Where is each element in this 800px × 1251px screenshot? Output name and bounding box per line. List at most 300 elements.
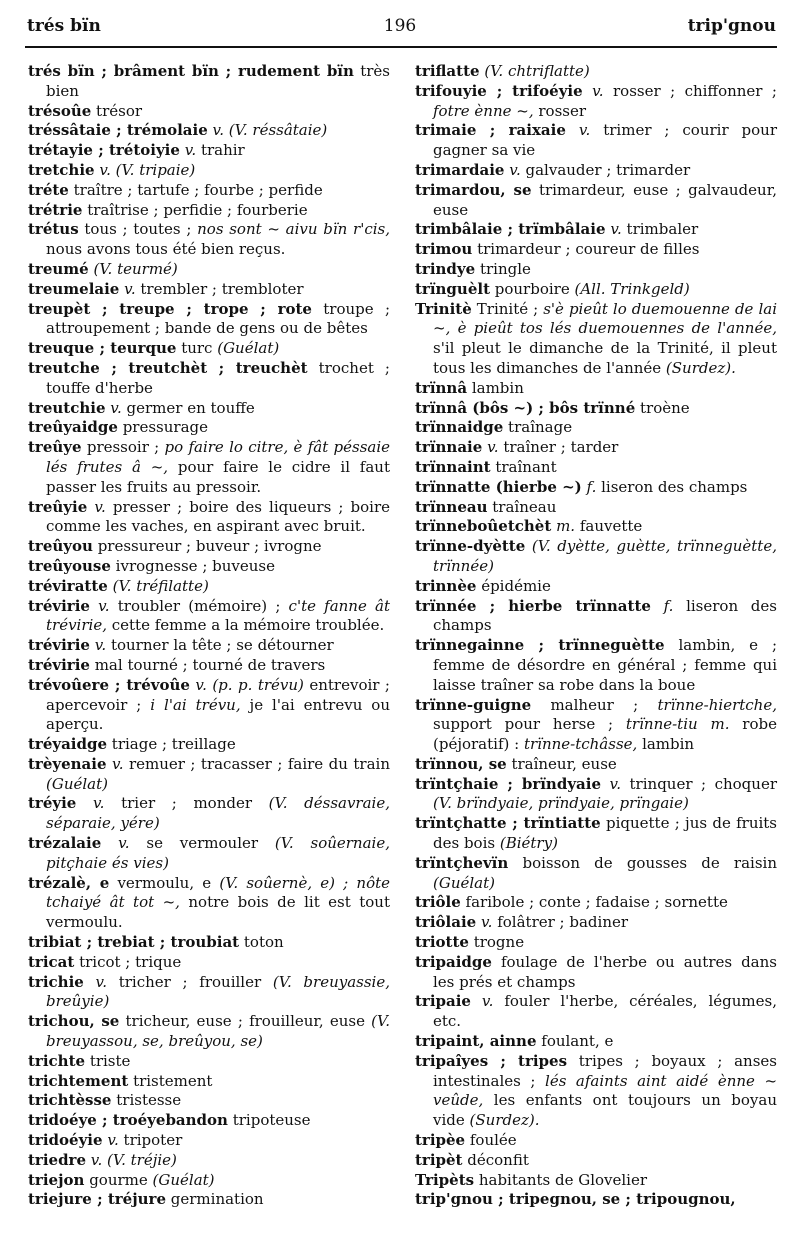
dictionary-entry <box>28 1072 390 1092</box>
entry-headword: tricat <box>28 952 75 971</box>
entry-italic-text: (Guélat) <box>217 339 280 358</box>
right-column <box>415 62 777 1210</box>
entry-italic-text: (V. tréfilatte) <box>112 576 209 595</box>
entry-text: triage ; treillage <box>107 735 236 754</box>
entry-headword: trévirie <box>28 636 90 655</box>
entry-text: liseron des champs <box>596 477 748 496</box>
entry-text: notre bois de lit est tout vermoulu. <box>46 893 390 932</box>
entry-headword: trimardou, se <box>415 180 532 199</box>
entry-text: s'il pleut le dimanche de la Trinité, il pleut tous les dimanches de l'année <box>433 339 777 377</box>
entry-text: traître ; tartufe ; fourbe ; perfide <box>68 180 323 199</box>
entry-italic-text: v. <box>578 121 591 140</box>
dictionary-entry <box>415 161 777 181</box>
entry-text: trembler ; trembloter <box>135 279 304 298</box>
dictionary-entry <box>415 1032 777 1052</box>
entry-headword: trévoûere ; trévoûe <box>28 675 190 694</box>
entry-italic-text: (Guélat) <box>433 873 495 892</box>
entry-text: pressureur ; buveur ; ivrogne <box>92 537 322 556</box>
entry-headword: trévirie <box>28 596 90 615</box>
entry-text: tripes ; boyaux ; anses intestinales ; <box>433 1051 777 1090</box>
dictionary-entry <box>415 1190 777 1210</box>
entry-italic-text: (V. déssavraie, séparaie, yére) <box>46 794 390 833</box>
entry-headword: trimaie ; raixaie <box>415 121 566 140</box>
entry-headword: tripèt <box>415 1150 463 1169</box>
entry-headword: trindye <box>415 259 476 278</box>
entry-italic-text: (Biétry) <box>499 834 558 853</box>
entry-text: tourner la tête ; se détourner <box>106 636 334 655</box>
entry-headword: tripèe <box>415 1131 466 1150</box>
entry-headword: trétrie <box>28 200 83 219</box>
entry-text: pressoir ; <box>81 438 165 457</box>
entry-text: lambin <box>637 735 695 754</box>
dictionary-entry <box>415 181 777 221</box>
entry-text: foulée <box>465 1131 517 1150</box>
entry-text: toton <box>239 933 284 952</box>
dictionary-entry <box>415 577 777 597</box>
dictionary-entry <box>28 498 390 538</box>
entry-headword: trétayie ; trétoiyie <box>28 141 180 160</box>
entry-text: trahir <box>196 141 245 160</box>
entry-text: traîneur, euse <box>506 754 617 773</box>
entry-text: liseron des champs <box>433 596 777 635</box>
entry-headword: trïnnegainne ; trïnneguètte <box>415 636 665 655</box>
entry-italic-text: v. <box>94 497 106 516</box>
entry-text: lambin, e ; femme de désordre en général ; femme qui laisse traîner sa robe dans la boue <box>433 636 778 694</box>
dictionary-entry <box>415 775 777 815</box>
entry-text: faribole ; conte ; fadaise ; sornette <box>460 893 728 912</box>
entry-text: troubler (mémoire) ; <box>109 596 289 615</box>
entry-headword: trichtement <box>28 1071 129 1090</box>
dictionary-entry <box>28 359 390 399</box>
entry-text: support pour herse ; <box>433 715 626 734</box>
entry-text: pour faire le cidre il faut passer les fruits au pressoir. <box>46 457 390 496</box>
entry-headword: trip'gnou ; tripegnou, se ; tripougnou, <box>415 1190 736 1209</box>
entry-headword: trïntçhevïn <box>415 853 509 872</box>
entry-text <box>525 537 532 555</box>
entry-headword: trïnneau <box>415 497 488 516</box>
entry-headword: trïntçhatte ; trïntiatte <box>415 814 601 833</box>
entry-text: trimardeur ; coureur de filles <box>472 240 700 259</box>
entry-text: trimer ; courir pour gagner sa vie <box>433 121 777 160</box>
entry-headword: trichtèsse <box>28 1091 112 1110</box>
dictionary-entry <box>28 1151 390 1171</box>
entry-text: presser ; boire des liqueurs ; boire comme les vaches, en aspirant avec bruit. <box>46 497 390 536</box>
entry-italic-text: v. <box>118 834 130 853</box>
entry-italic-text: v. <box>92 794 105 813</box>
entry-headword: trimou <box>415 240 473 259</box>
dictionary-entry <box>28 339 390 359</box>
entry-headword: trïnnaidge <box>415 418 504 437</box>
dictionary-entry <box>28 121 390 141</box>
dictionary-entry <box>415 854 777 894</box>
entry-text: galvauder ; trimarder <box>520 160 691 179</box>
entry-text: boisson de gousses de raisin <box>508 853 777 872</box>
entry-headword: treumelaie <box>28 279 120 298</box>
entry-text: tricher ; frouiller <box>107 972 273 991</box>
entry-headword: trïntçhaie ; brïndyaie <box>415 774 602 793</box>
entry-headword: trés bïn ; brâment bïn ; rudement bïn <box>28 62 354 80</box>
dictionary-entry <box>28 1131 390 1151</box>
entry-text: troène <box>635 398 690 417</box>
entry-headword: treûyaidge <box>28 418 118 437</box>
entry-italic-text: v. <box>592 81 604 100</box>
entry-text: tripoter <box>118 1131 183 1150</box>
entry-text: je l'ai entrevu ou aperçu. <box>46 695 390 734</box>
entry-text: trogne <box>468 933 525 952</box>
entry-headword: trïnnou, se <box>415 754 507 773</box>
entry-headword: treûyouse <box>28 556 111 575</box>
entry-text: traîtrise ; perfidie ; fourberie <box>82 200 308 219</box>
dictionary-entry <box>415 418 777 438</box>
entry-italic-text: (V. chtriflatte) <box>484 62 590 80</box>
entry-text: rosser ; chiffonner ; <box>603 81 777 100</box>
entry-italic-text: v. <box>610 220 622 239</box>
entry-headword: trichou, se <box>28 1012 120 1031</box>
entry-headword: trézalè, e <box>28 873 110 892</box>
entry-headword: tréviratte <box>28 576 108 595</box>
entry-headword: tréte <box>28 180 69 199</box>
entry-text: se vermouler <box>129 834 275 853</box>
entry-text: triste <box>85 1051 131 1070</box>
entry-italic-text: (V. soûernaie, pitçhaie és vies) <box>46 834 390 872</box>
dictionary-entry <box>415 220 777 240</box>
entry-headword: trétus <box>28 220 79 239</box>
entry-italic-text: trïnne-hiertche, <box>657 695 777 714</box>
dictionary-entry <box>28 280 390 300</box>
entry-text <box>583 82 592 100</box>
entry-text: folâtrer ; badiner <box>492 913 629 932</box>
entry-text: trochet ; touffe d'herbe <box>46 358 390 397</box>
entry-text <box>471 992 482 1010</box>
entry-italic-text: (Guélat) <box>152 1170 215 1189</box>
dictionary-entry <box>28 577 390 597</box>
dictionary-entry <box>28 1190 390 1210</box>
entry-headword: trïnnâ <box>415 378 468 397</box>
entry-headword: trézalaie <box>28 834 102 853</box>
entry-italic-text: f. <box>586 477 597 496</box>
entry-italic-text: (Guélat) <box>46 774 108 793</box>
entry-italic-text: v. <box>124 279 136 298</box>
entry-italic-text: v. <box>480 913 493 932</box>
entry-italic-text: (All. Trinkgeld) <box>574 279 690 298</box>
dictionary-entry <box>28 1171 390 1191</box>
dictionary-entry <box>28 220 390 260</box>
entry-text: tricot ; trique <box>74 952 182 971</box>
entry-italic-text: v. <box>184 141 197 160</box>
entry-text <box>76 794 93 812</box>
entry-italic-text: (V. brïndyaie, prïndyaie, prïngaie) <box>433 794 689 813</box>
entry-text <box>90 597 98 615</box>
dictionary-entry <box>28 1012 390 1052</box>
dictionary-entry <box>28 161 390 181</box>
entry-text: traînant <box>490 457 557 476</box>
entry-headword: treûyou <box>28 537 93 556</box>
entry-text: habitants de Glovelier <box>474 1170 648 1189</box>
entry-text: foulant, e <box>536 1032 614 1051</box>
entry-text: pressurage <box>117 418 209 437</box>
entry-text: piquette ; jus de fruits des bois <box>433 814 777 853</box>
dictionary-entry <box>28 794 390 834</box>
entry-text: malheur ; <box>531 695 658 714</box>
entry-headword: tréyie <box>28 794 77 813</box>
entry-text: déconfit <box>462 1150 529 1169</box>
entry-italic-text: s'è pieût lo duemouenne de lai ~, è pieût tos lés duemouennes de l'année, <box>433 299 777 338</box>
entry-italic-text: v. <box>110 398 122 417</box>
entry-text <box>601 775 610 793</box>
entry-text: lambin <box>467 378 524 397</box>
dictionary-entry <box>28 102 390 122</box>
entry-headword: trïnguèlt <box>415 279 490 298</box>
entry-headword: treutche ; treutchèt ; treuchèt <box>28 358 308 377</box>
entry-headword: tretchie <box>28 160 95 179</box>
dictionary-entry <box>415 438 777 458</box>
entry-italic-text: v. <box>94 636 107 655</box>
entry-headword: trïnne-guigne <box>415 695 532 714</box>
dictionary-entry <box>28 418 390 438</box>
entry-headword: triejon <box>28 1170 85 1189</box>
entry-italic-text: (Surdez). <box>469 1111 540 1130</box>
dictionary-entry <box>415 1052 777 1131</box>
entry-text: mal tourné ; tourné de travers <box>89 655 326 674</box>
entry-text: tous ; toutes ; <box>78 220 198 239</box>
entry-italic-text: v. (p. p. trévu) <box>195 675 304 694</box>
dictionary-entry <box>28 953 390 973</box>
entry-headword: tréyaidge <box>28 735 108 754</box>
entry-headword: trinnèe <box>415 576 477 595</box>
dictionary-entry <box>415 992 777 1032</box>
entry-text: tricheur, euse ; frouilleur, euse <box>119 1012 372 1031</box>
entry-italic-text: (V. breuyassou, se, breûyou, se) <box>46 1012 391 1051</box>
entry-headword: treutchie <box>28 398 106 417</box>
entry-text: ivrognesse ; buveuse <box>110 556 275 575</box>
running-head-right: trip'gnou <box>687 16 776 36</box>
entry-headword: treupèt ; treupe ; trope ; rote <box>28 299 312 318</box>
dictionary-entry <box>28 1111 390 1131</box>
dictionary-entry <box>415 300 777 379</box>
entry-headword: tripaidge <box>415 952 492 971</box>
entry-headword: trïnneboûetchèt <box>415 517 552 536</box>
entry-italic-text: fotre ènne ~, <box>433 101 534 120</box>
entry-text: fauvette <box>575 517 643 536</box>
entry-text: troupe ; attroupement ; bande de gens ou de bêtes <box>46 299 390 338</box>
dictionary-entry <box>28 62 390 102</box>
entry-text: robe (péjoratif) : <box>433 715 777 754</box>
entry-headword: triôle <box>415 893 461 912</box>
entry-headword: triejure ; tréjure <box>28 1190 166 1209</box>
dictionary-entry <box>415 893 777 913</box>
entry-headword: trèyenaie <box>28 754 107 773</box>
entry-text: fouler l'herbe, céréales, légumes, etc. <box>433 992 777 1031</box>
entry-text: vermoulu, e <box>109 873 220 892</box>
dictionary-entry <box>415 933 777 953</box>
entry-italic-text: c'te fanne ât trévirie, <box>46 596 390 635</box>
entry-text: cette femme a la mémoire troublée. <box>106 616 385 635</box>
dictionary-entry <box>415 399 777 419</box>
dictionary-entry <box>415 696 777 755</box>
entry-headword: treuque ; teurque <box>28 339 177 358</box>
entry-headword: Trinitè <box>415 299 472 318</box>
dictionary-entry <box>28 676 390 735</box>
entry-headword: Tripèts <box>415 1170 475 1189</box>
entry-italic-text: v. (V. tréjie) <box>90 1150 177 1169</box>
dictionary-entry <box>28 260 390 280</box>
entry-text <box>84 973 96 991</box>
entry-text: gourme <box>84 1170 153 1189</box>
dictionary-entry <box>28 735 390 755</box>
entry-italic-text: v. <box>98 596 110 615</box>
entry-headword: tribiat ; trebiat ; troubiat <box>28 933 240 952</box>
dictionary-entry <box>28 141 390 161</box>
entry-headword: trimbâlaie ; trïmbâlaie <box>415 220 606 239</box>
entry-headword: triflatte <box>415 62 480 80</box>
dictionary-entry <box>415 636 777 695</box>
dictionary-entry <box>415 260 777 280</box>
header-rule <box>25 46 777 48</box>
entry-headword: tripaie <box>415 992 471 1011</box>
entry-headword: trésoûe <box>28 101 92 120</box>
entry-headword: tripaint, ainne <box>415 1032 537 1051</box>
dictionary-entry <box>28 1052 390 1072</box>
entry-headword: trichie <box>28 972 84 991</box>
entry-text: turc <box>176 339 218 358</box>
entry-headword: tridoéye ; troéyebandon <box>28 1111 228 1130</box>
entry-headword: tréssâtaie ; trémolaie <box>28 121 208 140</box>
dictionary-entry <box>28 438 390 497</box>
dictionary-entry <box>28 597 390 637</box>
dictionary-entry <box>415 240 777 260</box>
entry-headword: treûye <box>28 438 82 457</box>
entry-headword: trïnnaint <box>415 457 491 476</box>
entry-italic-text: v. <box>107 1131 119 1150</box>
entry-italic-text: (V. breuyassie, breûyie) <box>46 972 390 1011</box>
entry-headword: trïnnatte (hierbe ~) <box>415 477 582 496</box>
entry-italic-text: (V. réssâtaie) <box>228 121 328 140</box>
entry-italic-text: (V. dyètte, guètte, trïnneguètte, trïnnée) <box>433 537 777 575</box>
dictionary-entry <box>415 537 777 577</box>
entry-headword: trévirie <box>28 655 90 674</box>
dictionary-entry <box>415 1151 777 1171</box>
entry-text: très bien <box>46 62 390 100</box>
dictionary-entry <box>415 913 777 933</box>
entry-italic-text: (Surdez). <box>665 358 736 377</box>
dictionary-entry <box>415 82 777 122</box>
entry-italic-text: i l'ai trévu, <box>150 695 241 714</box>
dictionary-entry <box>415 478 777 498</box>
entry-text: foulage de l'herbe ou autres dans les prés et champs <box>433 952 777 991</box>
dictionary-entry <box>415 458 777 478</box>
entry-headword: trïnnée ; hierbe trïnnatte <box>415 596 651 615</box>
entry-italic-text: v. <box>481 992 494 1011</box>
dictionary-entry <box>415 62 777 82</box>
entry-text: germer en touffe <box>121 398 255 417</box>
dictionary-entry <box>28 874 390 933</box>
entry-text: trimbaler <box>621 220 699 239</box>
dictionary-entry <box>28 181 390 201</box>
dictionary-entry <box>415 379 777 399</box>
dictionary-entry <box>28 656 390 676</box>
entry-italic-text: v. <box>112 754 124 773</box>
entry-text: tristesse <box>111 1091 182 1110</box>
dictionary-entry <box>28 399 390 419</box>
entry-headword: triotte <box>415 933 469 952</box>
entry-text <box>101 834 118 852</box>
dictionary-entry <box>415 517 777 537</box>
entry-headword: tridoéyie <box>28 1131 103 1150</box>
entry-text: traînage <box>503 418 573 437</box>
left-column <box>28 62 390 1210</box>
dictionary-entry <box>28 755 390 795</box>
entry-headword: trïnnâ (bôs ~) ; bôs trïnné <box>415 398 636 417</box>
dictionary-entry <box>415 597 777 637</box>
dictionary-entry <box>415 280 777 300</box>
dictionary-entry <box>28 537 390 557</box>
dictionary-entry <box>415 498 777 518</box>
entry-text: tringle <box>475 259 531 278</box>
entry-text: traîner ; tarder <box>498 438 619 457</box>
entry-headword: treumé <box>28 259 89 278</box>
entry-headword: trïnne-dyètte <box>415 537 526 556</box>
entry-text: tripoteuse <box>227 1111 311 1130</box>
dictionary-entry <box>28 834 390 874</box>
entry-text: remuer ; tracasser ; faire du train <box>123 754 390 773</box>
entry-text: trinquer ; choquer <box>621 774 777 793</box>
entry-italic-text: trïnne-tchâsse, <box>523 735 638 754</box>
entry-text <box>651 597 664 615</box>
dictionary-entry <box>415 1171 777 1191</box>
dictionary-entry <box>28 557 390 577</box>
entry-text: entrevoir ; apercevoir ; <box>46 675 390 714</box>
dictionary-entry <box>28 973 390 1013</box>
entry-text: trésor <box>91 101 143 120</box>
entry-text: germination <box>166 1190 264 1209</box>
entry-text: les enfants ont toujours un boyau vide <box>433 1091 777 1130</box>
running-head-left: trés bïn <box>27 16 101 36</box>
entry-italic-text: (V. soûernè, e) ; nôte tchaiyé ât tot ~, <box>46 873 391 912</box>
entry-text: nous avons tous été bien reçus. <box>46 240 286 259</box>
dictionary-entry <box>28 1091 390 1111</box>
entry-headword: treûyie <box>28 497 88 516</box>
entry-text: tristement <box>128 1071 213 1090</box>
entry-text: rosser <box>533 101 587 120</box>
entry-italic-text: v. <box>487 438 499 457</box>
entry-italic-text: v. <box>95 972 107 991</box>
entry-text: épidémie <box>476 576 551 595</box>
entry-italic-text: trïnne-tiu m. <box>625 715 730 734</box>
dictionary-entry <box>415 1131 777 1151</box>
entry-text: pourboire <box>490 279 575 298</box>
entry-headword: tripaîyes ; tripes <box>415 1051 568 1070</box>
dictionary-entry <box>415 814 777 854</box>
entry-headword: triedre <box>28 1150 87 1169</box>
entry-headword: triôlaie <box>415 913 477 932</box>
entry-italic-text: lés afaints aint aidé ènne ~ veûde, <box>433 1071 778 1110</box>
entry-italic-text: v. <box>609 774 622 793</box>
entry-italic-text: m. <box>556 517 576 536</box>
entry-text: traîneau <box>487 497 557 516</box>
entry-italic-text: v. <box>509 160 521 179</box>
dictionary-entry <box>28 933 390 953</box>
dictionary-entry <box>28 300 390 340</box>
entry-italic-text: v. <box>212 121 225 140</box>
dictionary-entry <box>28 201 390 221</box>
entry-headword: trifouyie ; trifoéyie <box>415 81 583 100</box>
page-number: 196 <box>383 16 417 36</box>
entry-text: trier ; monder <box>104 794 269 813</box>
entry-headword: trïnnaie <box>415 438 483 457</box>
dictionary-entry <box>415 121 777 161</box>
entry-italic-text: po faire lo citre, è fât péssaie lés frutes â ~, <box>46 438 391 476</box>
entry-text: trimardeur, euse ; galvaudeur, euse <box>433 180 777 219</box>
